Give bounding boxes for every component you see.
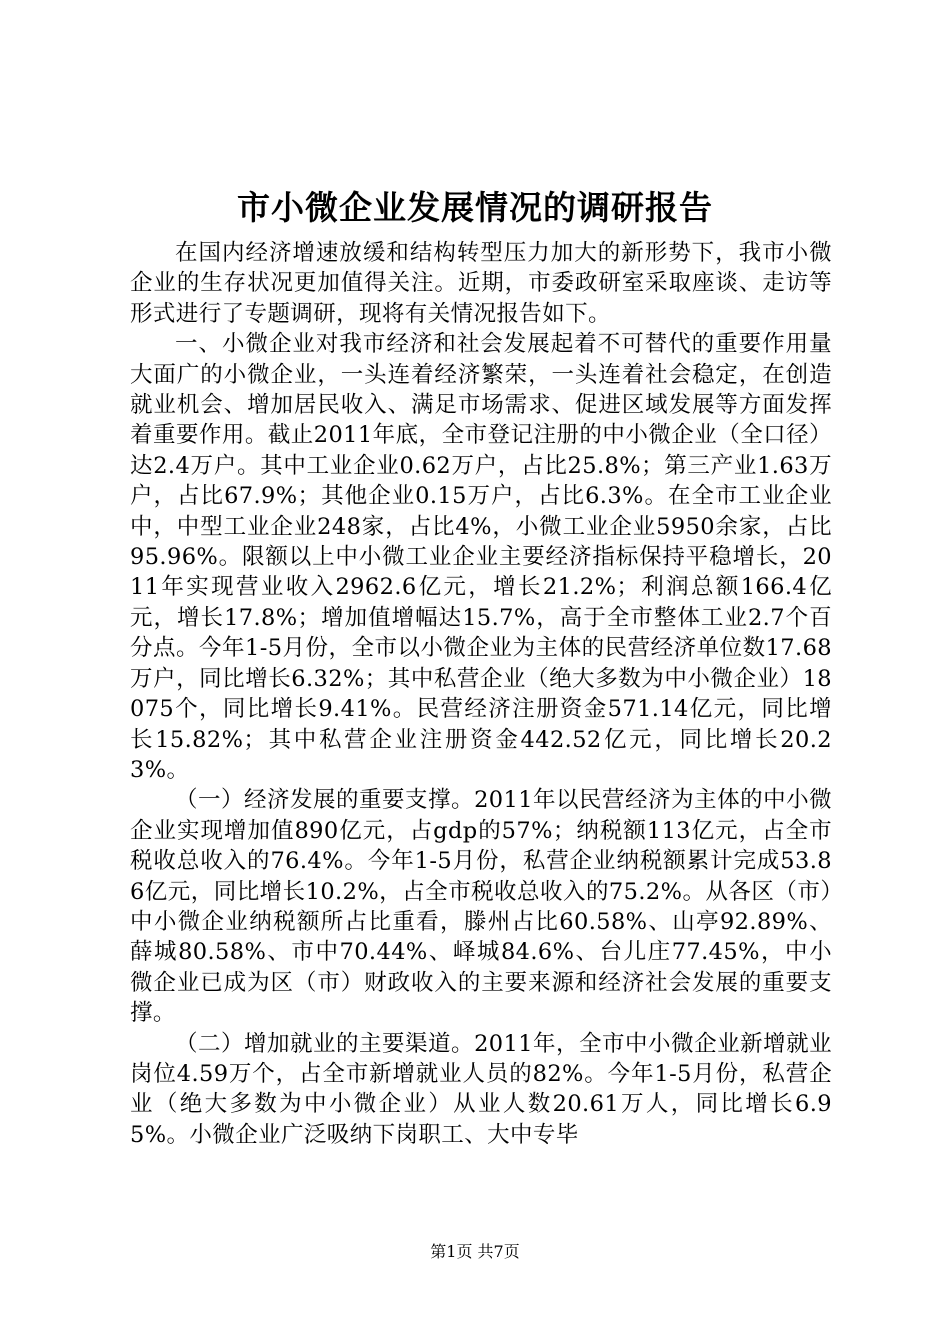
page-number-footer: 第1页 共7页 bbox=[430, 1242, 520, 1261]
document-body bbox=[130, 238, 832, 1150]
paragraph-section-1: 一、小微企业对我市经济和社会发展起着不可替代的重要作用量大面广的小微企业，一头连着经济繁荣，一头连着社会稳定，在创造就业机会、增加居民收入、满足市场需求、促进区域发展等方面发挥着重要作用。截止2011年底，全市登记注册的中小微企业（全口径）达2.4万户。其中工业企业0.62万户，占比25.8%；第三产业1.63万户，占比67.9%；其他企业0.15万户，占比6.3%。在全市工业企业中，中型工业企业248家，占比4%，小微工业企业5950余家，占比95.96%。限额以上中小微工业企业主要经济指标保持平稳增长，2011年实现营业收入2962.6亿元，增长21.2%；利润总额166.4亿元，增长17.8%；增加值增幅达15.7%，高于全市整体工业2.7个百分点。今年1-5月份，全市以小微企业为主体的民营经济单位数17.68万户，同比增长6.32%；其中私营企业（绝大多数为中小微企业）18075个，同比增长9.41%。民营经济注册资金571.14亿元，同比增长15.82%；其中私营企业注册资金442.52亿元，同比增长20.23%。 bbox=[130, 331, 832, 783]
document-title: 市小微企业发展情况的调研报告 bbox=[237, 188, 713, 227]
paragraph-section-1-2: （二）增加就业的主要渠道。2011年，全市中小微企业新增就业岗位4.59万个，占全市新增就业人员的82%。今年1-5月份，私营企业（绝大多数为中小微企业）从业人数20.61万人，同比增长6.95%。小微企业广泛吸纳下岗职工、大中专毕 bbox=[130, 1030, 832, 1148]
paragraph-section-1-1: （一）经济发展的重要支撑。2011年以民营经济为主体的中小微企业实现增加值890亿元，占gdp的57%；纳税额113亿元，占全市税收总收入的76.4%。今年1-5月份，私营企业纳税额累计完成53.86亿元，同比增长10.2%，占全市税收总收入的75.2%。从各区（市）中小微企业纳税额所占比重看，滕州占比60.58%、山亭92.89%、薛城80.58%、市中70.44%、峄城84.6%、台儿庄77.45%，中小微企业已成为区（市）财政收入的主要来源和经济社会发展的重要支撑。 bbox=[130, 787, 832, 1027]
paragraph-intro: 在国内经济增速放缓和结构转型压力加大的新形势下，我市小微企业的生存状况更加值得关注。近期，市委政研室采取座谈、走访等形式进行了专题调研，现将有关情况报告如下。 bbox=[130, 240, 832, 327]
